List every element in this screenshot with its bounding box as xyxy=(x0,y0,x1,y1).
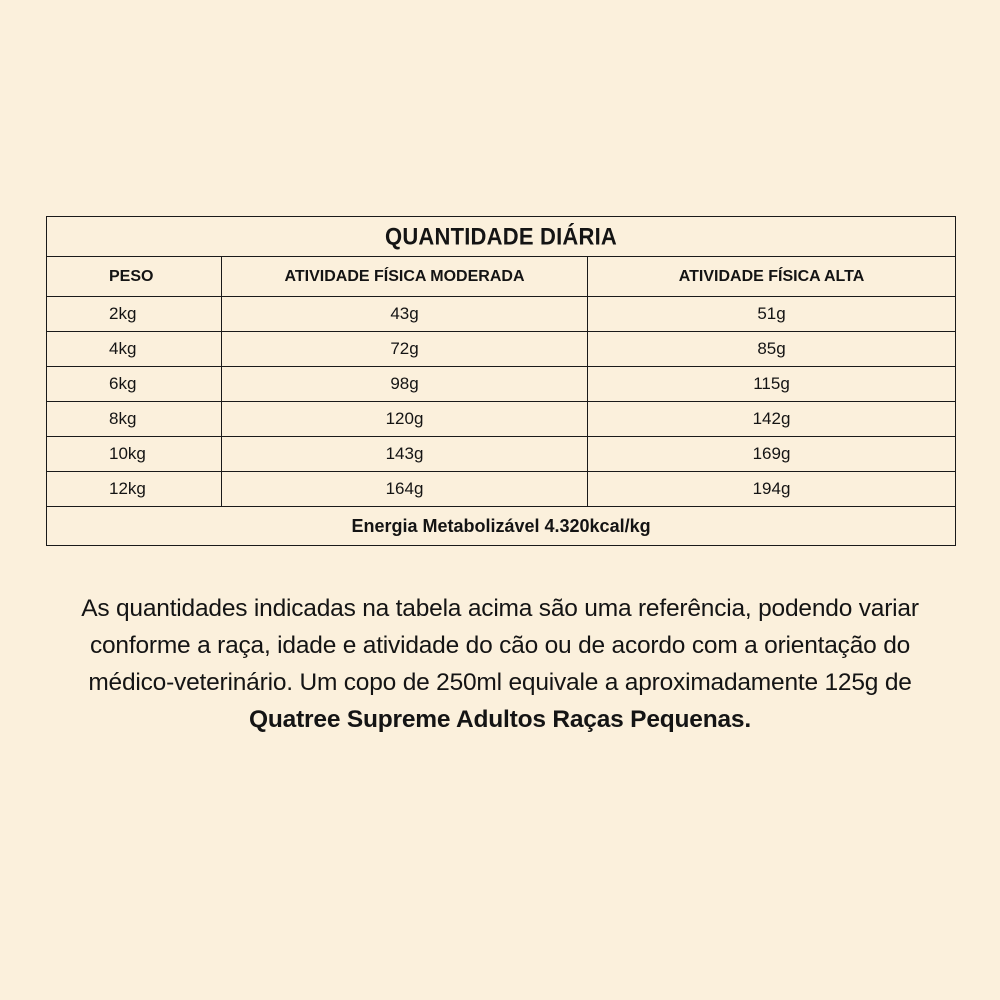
high-amount-cell: 51g xyxy=(588,297,956,332)
high-amount-cell: 115g xyxy=(588,367,956,402)
table-row xyxy=(47,367,956,402)
header-peso: PESO xyxy=(47,257,222,297)
weight-cell: 2kg xyxy=(47,297,222,332)
note-line: conforme a raça, idade e atividade do cão ou de acordo com a orientação do xyxy=(89,632,911,659)
moderate-amount-cell: 143g xyxy=(222,437,588,472)
product-name: Quatree Supreme Adultos Raças Pequenas. xyxy=(249,706,751,733)
moderate-amount-cell: 164g xyxy=(222,472,588,507)
table-row xyxy=(47,297,956,332)
note-line: As quantidades indicadas na tabela acima são uma referência, podendo variar xyxy=(81,595,919,622)
energy-value: Energia Metabolizável 4.320kcal/kg xyxy=(47,507,956,546)
note-line: médico-veterinário. Um copo de 250ml equivale a aproximadamente 125g de xyxy=(88,669,912,696)
weight-cell: 12kg xyxy=(47,472,222,507)
high-amount-cell: 169g xyxy=(588,437,956,472)
moderate-amount-cell: 98g xyxy=(222,367,588,402)
high-amount-cell: 85g xyxy=(588,332,956,367)
weight-cell: 10kg xyxy=(47,437,222,472)
moderate-amount-cell: 72g xyxy=(222,332,588,367)
header-moderate-activity: ATIVIDADE FÍSICA MODERADA xyxy=(222,257,588,297)
table-row xyxy=(47,472,956,507)
moderate-amount-cell: 120g xyxy=(222,402,588,437)
high-amount-cell: 142g xyxy=(588,402,956,437)
moderate-amount-cell: 43g xyxy=(222,297,588,332)
table-row xyxy=(47,437,956,472)
header-high-activity: ATIVIDADE FÍSICA ALTA xyxy=(588,257,956,297)
table-footer-row xyxy=(47,507,956,546)
table-row xyxy=(47,402,956,437)
table-title: QUANTIDADE DIÁRIA xyxy=(47,215,956,258)
feeding-table xyxy=(46,216,956,546)
weight-cell: 8kg xyxy=(47,402,222,437)
weight-cell: 6kg xyxy=(47,367,222,402)
table-title-row xyxy=(47,217,956,257)
table-row xyxy=(47,332,956,367)
table-header-row xyxy=(47,257,956,297)
reference-note xyxy=(40,590,960,738)
weight-cell: 4kg xyxy=(47,332,222,367)
high-amount-cell: 194g xyxy=(588,472,956,507)
